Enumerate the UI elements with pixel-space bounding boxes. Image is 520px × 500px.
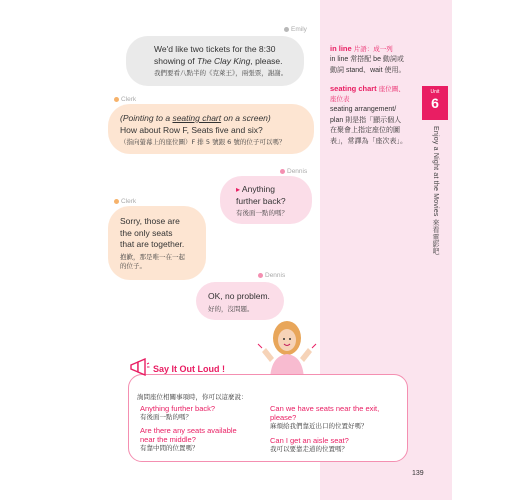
girl-illustration <box>256 316 318 382</box>
say-intro: 詢問座位相關事項時，你可以這麼說： <box>137 393 248 401</box>
vocab-note: in line 常搭配 be 動詞或 <box>330 56 404 63</box>
speaker-dot-icon <box>258 273 263 278</box>
unit-title: Enjoy a Night at the Movies 來看電影吧 <box>432 126 439 255</box>
vocab-panel <box>330 44 414 153</box>
unit-badge: Unit 6 <box>422 86 448 120</box>
bubble-chinese-line: 抱歉，那是唯一在一起 <box>120 252 185 261</box>
speaker-dot-icon <box>114 199 119 204</box>
bubble-chinese-line: 的位子。 <box>120 262 146 270</box>
bubble-english-line: ▸ Anything <box>236 184 276 194</box>
vocab-entry <box>330 84 414 147</box>
bubble-chinese-line: （指向螢幕上的座位圖）F 排 5 號跟 6 號的位子可以嗎？ <box>120 138 286 146</box>
bubble-english-line: further back? <box>236 195 286 206</box>
speaker-dot-icon <box>280 169 285 174</box>
megaphone-icon <box>128 358 150 376</box>
bubble-english-line: We'd like two tickets for the 8:30 <box>154 44 276 54</box>
speaker-dot-icon <box>284 27 289 32</box>
page-number: 139 <box>412 470 424 477</box>
bubble-english-line: OK, no problem. <box>208 291 270 301</box>
bubble-english-line: How about Row F, Seats five and six? <box>120 124 263 135</box>
bubble-english-line: showing of The Clay King, please. <box>154 55 283 66</box>
vocab-definition: 座位圖、 <box>378 86 405 93</box>
bubble-english-line: the only seats <box>120 227 173 238</box>
bubble-chinese-line: 我們要看八點半的《克萊王》，兩張票，謝謝。 <box>154 69 288 77</box>
bubble-english-line: that are together. <box>120 239 185 249</box>
bubble-chinese-line: 有後面一點的嗎？ <box>236 209 288 217</box>
speech-bubble-clerk <box>108 206 206 280</box>
vocab-note: 表」，常譯為「座次表」。 <box>330 137 407 145</box>
bubble-chinese-line: 好的，沒問題。 <box>208 304 254 313</box>
megaphone-icon: ▸ <box>236 185 241 194</box>
bubble-english-line: Sorry, those are <box>120 216 180 226</box>
vocab-term: in line <box>330 44 352 53</box>
vocab-note: 動詞 stand、wait 使用。 <box>330 66 406 74</box>
bubble-english-line: (Pointing to a seating chart on a screen) <box>120 113 271 123</box>
speech-bubble-clerk <box>108 104 314 154</box>
phrase-item: Can we have seats near the exit, please? 麻煩給我們靠近出口的位置好嗎？ <box>270 404 380 430</box>
phrase-item: Are there any seats available near the middle? 有靠中間的位置嗎？ <box>140 426 237 452</box>
speech-bubble-dennis <box>220 176 312 224</box>
speaker-emily: Emily <box>284 26 307 33</box>
speaker-dennis: Dennis <box>258 272 285 279</box>
vocab-note: seating arrangement/ <box>330 106 397 113</box>
vocab-entry <box>330 44 414 76</box>
phrase-item: Can I get an aisle seat? 我可以要靠走道的位置嗎？ <box>270 436 349 453</box>
speaker-clerk: Clerk <box>114 198 136 205</box>
say-it-out-loud-title: Say It Out Loud ! <box>150 364 228 374</box>
speaker-clerk: Clerk <box>114 96 136 103</box>
speaker-dennis: Dennis <box>280 168 307 175</box>
vocab-note: 在聚會上指定座位的圖 <box>330 127 400 134</box>
vocab-note: plan 則是指「顯示個人 <box>330 116 402 124</box>
speech-bubble-emily <box>126 36 304 86</box>
speech-bubble-dennis <box>196 282 284 320</box>
vocab-definition: 片語：成一列 <box>353 46 393 53</box>
vocab-term: seating chart <box>330 84 377 93</box>
speaker-dot-icon <box>114 97 119 102</box>
vocab-definition: 座位表 <box>330 96 350 103</box>
phrase-item: Anything further back? 有後面一點的嗎？ <box>140 404 216 421</box>
